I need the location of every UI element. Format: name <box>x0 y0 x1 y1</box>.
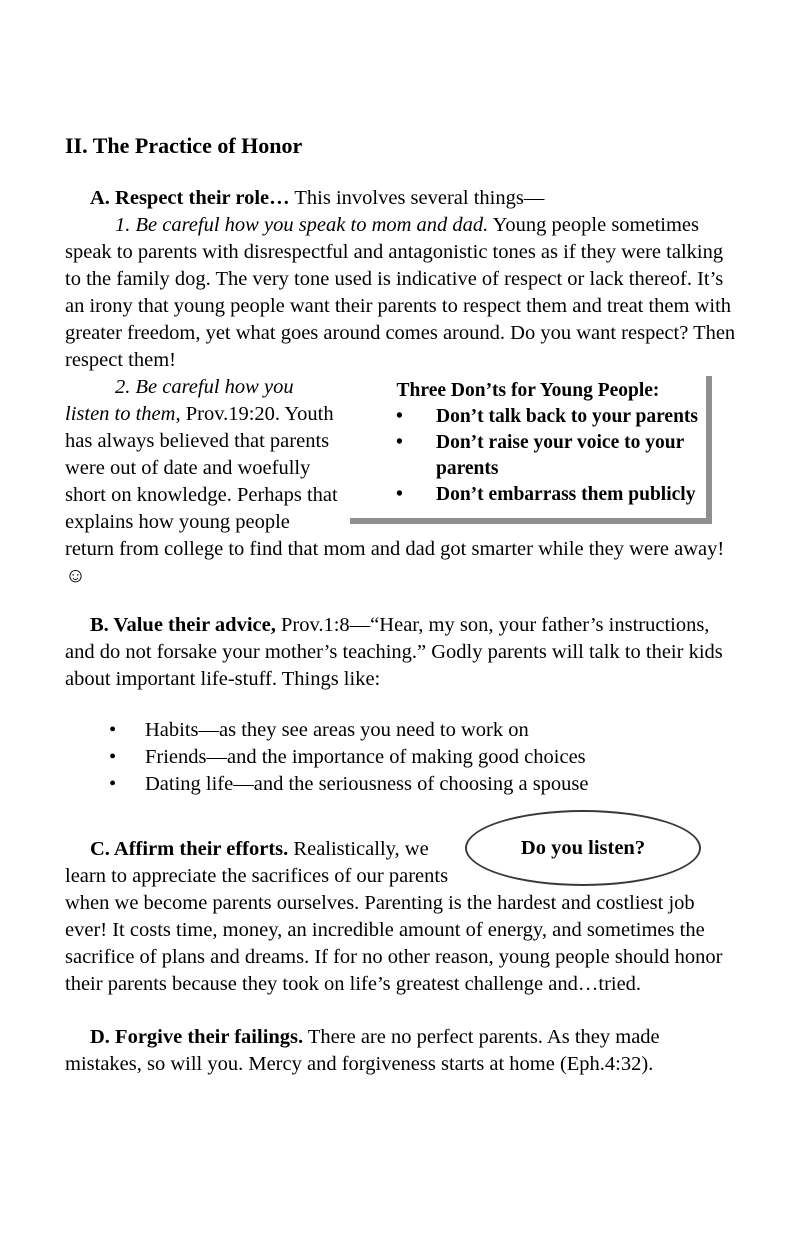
section-b-heading-bold: B. Value their advice, <box>90 614 276 636</box>
section-c-block <box>65 836 737 998</box>
section-d-paragraph <box>65 1024 737 1078</box>
dont-box-item-text: Don’t talk back to your parents <box>436 406 699 427</box>
bullet-icon: • <box>109 746 117 768</box>
dont-box <box>350 376 712 524</box>
list-item-text: Dating life—and the seriousness of choosing a spouse <box>145 773 589 795</box>
advice-bullet-list <box>65 717 737 798</box>
section-d-body: There are no perfect parents. As they made mistakes, so will you. Mercy and forgiveness starts at home (Eph.4:32). <box>65 1026 660 1075</box>
dont-box-item-text: Don’t embarrass them publicly <box>436 484 696 505</box>
bullet-icon: • <box>109 773 117 795</box>
section-a-heading <box>65 185 737 212</box>
list-item <box>105 717 737 744</box>
dont-box-title: Three Don’ts for Young People: <box>396 380 660 401</box>
list-item <box>105 744 737 771</box>
dont-box-item <box>390 482 706 508</box>
section-b-paragraph <box>65 612 737 693</box>
dont-box-item <box>390 404 706 430</box>
bullet-icon: • <box>396 432 403 453</box>
dont-box-item-text: Don’t raise your voice to your parents <box>436 432 684 479</box>
point-2-lead: 2. Be careful how you listen to them <box>65 376 294 425</box>
page-title: II. The Practice of Honor <box>65 133 303 158</box>
bullet-icon: • <box>396 484 403 505</box>
section-a-point-1 <box>65 212 737 374</box>
listen-oval-label: Do you listen? <box>520 836 646 859</box>
section-d-heading-bold: D. Forgive their failings. <box>90 1026 304 1048</box>
list-item-text: Habits—as they see areas you need to work on <box>145 719 529 741</box>
section-a-heading-bold: A. Respect their role… <box>90 187 290 209</box>
list-item-text: Friends—and the importance of making good choices <box>145 746 586 768</box>
point-2-body: , Prov.19:20. Youth has always believed that parents were out of date and woefully short on knowledge. Perhaps that explains how young people return from college to find that mom and dad got smarter while they were away! ☺ <box>65 403 725 587</box>
section-a-heading-rest: This involves several things— <box>289 187 545 209</box>
bullet-icon: • <box>396 406 403 427</box>
point-1-lead: 1. Be careful how you speak to mom and dad. <box>115 214 489 236</box>
listen-oval <box>465 810 701 886</box>
bullet-icon: • <box>109 719 117 741</box>
section-b-body: Prov.1:8—“Hear, my son, your father’s instructions, and do not forsake your mother’s teaching.” Godly parents will talk to their kids about important life-stuff. Things like: <box>65 614 723 690</box>
list-item <box>105 771 737 798</box>
point-1-body: Young people sometimes speak to parents with disrespectful and antagonistic tones as if they were talking to the family dog. The very tone used is indicative of respect or lack thereof. It’s an irony that young people want their parents to respect them and treat them with greater freedom, yet what goes around comes around. Do you want respect? Then respect them! <box>65 214 736 371</box>
section-c-body: Realistically, we learn to appreciate the sacrifices of our parents when we become parents ourselves. Parenting is the hardest and costliest job ever! It costs time, money, an incredible amount of energy, and sometimes the sacrifice of plans and dreams. If for no other reason, young people should honor their parents because they took on life’s greatest challenge and…tried. <box>65 838 723 995</box>
dont-box-item <box>390 430 706 482</box>
section-c-heading-bold: C. Affirm their efforts. <box>90 838 289 860</box>
